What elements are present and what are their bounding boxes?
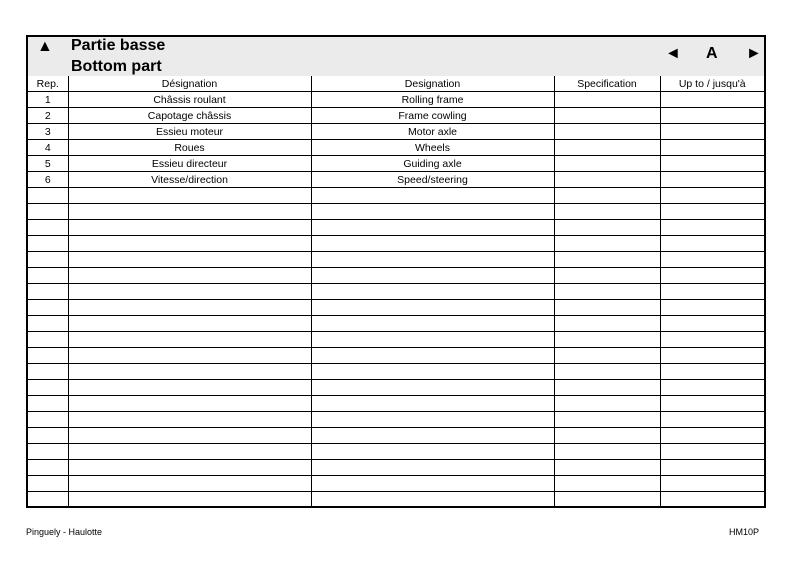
table-body (28, 92, 764, 508)
cell-rep (28, 284, 68, 300)
cell-up-to (660, 156, 764, 172)
cell-designation-en (311, 220, 554, 236)
cell-up-to (660, 412, 764, 428)
column-header-designation-en: Designation (311, 76, 554, 92)
next-arrow-icon[interactable]: ► (746, 45, 762, 62)
cell-rep (28, 236, 68, 252)
table-row (28, 92, 764, 108)
cell-designation-fr (68, 204, 311, 220)
cell-up-to (660, 236, 764, 252)
cell-designation-en (311, 492, 554, 508)
cell-designation-fr: Capotage châssis (68, 108, 311, 124)
cell-designation-fr: Essieu moteur (68, 124, 311, 140)
cell-up-to (660, 124, 764, 140)
cell-up-to (660, 220, 764, 236)
cell-up-to (660, 172, 764, 188)
empty-table-row (28, 188, 764, 204)
cell-specification (554, 156, 660, 172)
cell-designation-en: Speed/steering (311, 172, 554, 188)
cell-up-to (660, 108, 764, 124)
cell-up-to (660, 348, 764, 364)
empty-table-row (28, 412, 764, 428)
empty-table-row (28, 252, 764, 268)
cell-up-to (660, 492, 764, 508)
cell-designation-en (311, 204, 554, 220)
cell-designation-en (311, 332, 554, 348)
empty-table-row (28, 364, 764, 380)
title-french: Partie basse (71, 37, 166, 54)
empty-table-row (28, 236, 764, 252)
cell-up-to (660, 332, 764, 348)
cell-designation-fr (68, 396, 311, 412)
cell-up-to (660, 364, 764, 380)
cell-designation-fr (68, 252, 311, 268)
cell-specification (554, 348, 660, 364)
cell-designation-fr (68, 220, 311, 236)
table-row (28, 156, 764, 172)
cell-up-to (660, 140, 764, 156)
cell-designation-fr (68, 444, 311, 460)
cell-designation-fr (68, 332, 311, 348)
cell-designation-en (311, 252, 554, 268)
table-row (28, 140, 764, 156)
cell-specification (554, 380, 660, 396)
cell-up-to (660, 300, 764, 316)
cell-up-to (660, 268, 764, 284)
column-header-rep: Rep. (28, 76, 68, 92)
cell-designation-en (311, 396, 554, 412)
cell-designation-fr (68, 348, 311, 364)
cell-specification (554, 252, 660, 268)
cell-designation-fr (68, 284, 311, 300)
cell-rep (28, 412, 68, 428)
cell-designation-fr (68, 492, 311, 508)
empty-table-row (28, 476, 764, 492)
parts-table (28, 76, 764, 508)
empty-table-row (28, 492, 764, 508)
title-english: Bottom part (71, 58, 162, 75)
cell-rep (28, 268, 68, 284)
cell-designation-fr (68, 364, 311, 380)
cell-specification (554, 284, 660, 300)
cell-up-to (660, 188, 764, 204)
cell-rep: 3 (28, 124, 68, 140)
cell-up-to (660, 428, 764, 444)
cell-rep (28, 444, 68, 460)
cell-up-to (660, 396, 764, 412)
cell-rep (28, 428, 68, 444)
cell-designation-en (311, 460, 554, 476)
cell-specification (554, 364, 660, 380)
cell-rep: 4 (28, 140, 68, 156)
empty-table-row (28, 332, 764, 348)
cell-specification (554, 140, 660, 156)
cell-designation-fr (68, 476, 311, 492)
cell-rep: 6 (28, 172, 68, 188)
cell-rep (28, 492, 68, 508)
cell-specification (554, 268, 660, 284)
empty-table-row (28, 284, 764, 300)
cell-specification (554, 220, 660, 236)
cell-specification (554, 428, 660, 444)
cell-designation-en (311, 380, 554, 396)
cell-rep (28, 300, 68, 316)
cell-designation-en: Rolling frame (311, 92, 554, 108)
empty-table-row (28, 396, 764, 412)
cell-specification (554, 92, 660, 108)
table-header-row (28, 76, 764, 92)
cell-up-to (660, 284, 764, 300)
cell-designation-fr: Roues (68, 140, 311, 156)
cell-designation-fr (68, 428, 311, 444)
cell-rep (28, 348, 68, 364)
empty-table-row (28, 204, 764, 220)
cell-specification (554, 444, 660, 460)
previous-arrow-icon[interactable]: ◄ (665, 45, 681, 62)
cell-rep: 2 (28, 108, 68, 124)
cell-designation-fr: Châssis roulant (68, 92, 311, 108)
empty-table-row (28, 348, 764, 364)
cell-specification (554, 108, 660, 124)
cell-up-to (660, 316, 764, 332)
cell-rep (28, 188, 68, 204)
cell-specification (554, 300, 660, 316)
header-bar (28, 37, 764, 77)
cell-specification (554, 396, 660, 412)
cell-up-to (660, 476, 764, 492)
cell-rep (28, 460, 68, 476)
cell-designation-fr: Vitesse/direction (68, 172, 311, 188)
cell-specification (554, 172, 660, 188)
cell-up-to (660, 460, 764, 476)
cell-designation-en (311, 348, 554, 364)
empty-table-row (28, 268, 764, 284)
cell-up-to (660, 92, 764, 108)
cell-designation-fr (68, 460, 311, 476)
cell-rep (28, 332, 68, 348)
cell-specification (554, 204, 660, 220)
cell-designation-fr (68, 380, 311, 396)
cell-up-to (660, 380, 764, 396)
cell-designation-en: Guiding axle (311, 156, 554, 172)
cell-designation-fr (68, 412, 311, 428)
cell-designation-en (311, 316, 554, 332)
cell-designation-en (311, 444, 554, 460)
cell-rep (28, 476, 68, 492)
cell-rep (28, 316, 68, 332)
parts-list-frame (26, 35, 766, 508)
footer-company: Pinguely - Haulotte (26, 527, 103, 537)
empty-table-row (28, 428, 764, 444)
cell-specification (554, 460, 660, 476)
table-row (28, 108, 764, 124)
cell-designation-fr (68, 268, 311, 284)
cell-designation-en (311, 284, 554, 300)
cell-specification (554, 316, 660, 332)
empty-table-row (28, 300, 764, 316)
empty-table-row (28, 220, 764, 236)
cell-rep (28, 220, 68, 236)
cell-designation-en: Wheels (311, 140, 554, 156)
cell-specification (554, 188, 660, 204)
column-header-specification: Specification (554, 76, 660, 92)
cell-designation-en: Frame cowling (311, 108, 554, 124)
cell-specification (554, 492, 660, 508)
cell-specification (554, 332, 660, 348)
cell-rep (28, 364, 68, 380)
table-row (28, 124, 764, 140)
cell-designation-fr (68, 300, 311, 316)
cell-designation-en (311, 188, 554, 204)
cell-specification (554, 476, 660, 492)
column-header-designation-fr: Désignation (68, 76, 311, 92)
cell-designation-fr: Essieu directeur (68, 156, 311, 172)
cell-specification (554, 124, 660, 140)
cell-rep: 5 (28, 156, 68, 172)
table-row (28, 172, 764, 188)
column-header-up-to: Up to / jusqu'à (660, 76, 764, 92)
cell-designation-en (311, 236, 554, 252)
empty-table-row (28, 316, 764, 332)
cell-designation-fr (68, 316, 311, 332)
cell-rep (28, 396, 68, 412)
cell-designation-fr (68, 188, 311, 204)
triangle-up-icon: ▲ (37, 38, 53, 55)
cell-designation-en (311, 300, 554, 316)
cell-designation-en (311, 476, 554, 492)
cell-rep (28, 380, 68, 396)
empty-table-row (28, 380, 764, 396)
cell-designation-en (311, 428, 554, 444)
cell-specification (554, 412, 660, 428)
footer-model-code: HM10P (729, 527, 760, 537)
cell-rep (28, 252, 68, 268)
cell-rep: 1 (28, 92, 68, 108)
cell-designation-en (311, 412, 554, 428)
cell-up-to (660, 204, 764, 220)
empty-table-row (28, 444, 764, 460)
cell-rep (28, 204, 68, 220)
cell-designation-fr (68, 236, 311, 252)
cell-designation-en: Motor axle (311, 124, 554, 140)
cell-designation-en (311, 364, 554, 380)
cell-up-to (660, 444, 764, 460)
empty-table-row (28, 460, 764, 476)
cell-up-to (660, 252, 764, 268)
cell-designation-en (311, 268, 554, 284)
section-letter: A (706, 45, 718, 62)
cell-specification (554, 236, 660, 252)
